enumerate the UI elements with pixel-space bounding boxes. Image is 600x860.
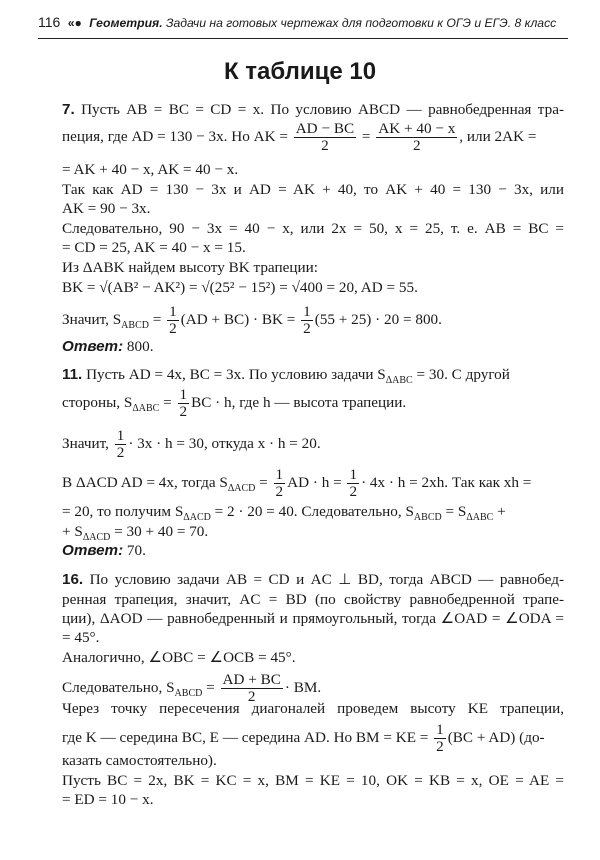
p16-line-8: где K — середина BC, E — середина AD. Но BM = KE = $\frac{1}{2}$ (BC + AD) (до- <box>62 721 545 755</box>
book-title: Задачи на готовых чертежах для подготовки к ОГЭ и ЕГЭ. 8 класс <box>165 16 557 30</box>
fraction: $\frac{AD - BC}{2}$ <box>295 120 355 154</box>
p16-line-9: казать самостоятельно). <box>62 752 217 769</box>
p7-line-2: пеция, где AD = 130 − 3x. Но AK = $\frac{AD - BC}{2}$ = $\frac{AK + 40 - x}{2}$ , или 2AK = <box>62 120 537 154</box>
fraction: $\frac{1}{2}$ <box>179 386 188 420</box>
p16-line-1: 16. По условию задачи AB = CD и AC ⊥ BD, тогда ABCD — равнобед- <box>62 571 565 588</box>
p7-line-9: BK = √(AB² − AK²) = √(25² − 15²) = √400 = 20, AD = 55. <box>62 279 418 296</box>
fraction: $\frac{1}{2}$ <box>116 427 125 461</box>
p11-line-3: Значит, $\frac{1}{2}$ · 3x · h = 30, откуда x · h = 20. <box>62 427 321 461</box>
problem-number: 16. <box>62 571 84 588</box>
section-marker-icon: «● <box>67 16 82 30</box>
fraction: $\frac{AK + 40 - x}{2}$ <box>378 120 456 154</box>
p16-line-3: ции), ΔAOD — равнобедренный и прямоугольный, тогда ∠OAD = ∠ODA = <box>62 610 564 627</box>
p11-line-4: В ΔACD AD = 4x, тогда $S_{\Delta ACD}$ = $\frac{1}{2}$ AD · h = $\frac{1}{2}$ · 4x · h = 2xh. Так как xh = <box>62 466 532 500</box>
problem-number: 11. <box>62 366 83 383</box>
p11-answer: Ответ: 70. <box>62 542 146 559</box>
p16-line-4: = 45°. <box>62 629 100 646</box>
p7-line-3: = AK + 40 − x, AK = 40 − x. <box>62 161 239 178</box>
p11-line-5: = 20, то получим $S_{\Delta ACD} = 2 \cdot 20 = 40$. Следовательно, $S_{ABCD} = S_{\Delta ABC}$ + <box>62 503 506 524</box>
p16-line-5: Аналогично, ∠OBC = ∠OCB = 45°. <box>62 649 296 666</box>
p16-line-10: Пусть BC = 2x, BK = KC = x, BM = KE = 10, OK = KB = x, OE = AE = <box>62 772 564 789</box>
p11-line-2: стороны, $S_{\Delta ABC}$ = $\frac{1}{2}$ BC · h, где h — высота трапеции. <box>62 386 407 420</box>
p16-line-11: = ED = 10 − x. <box>62 791 154 808</box>
p7-line-4: Так как AD = 130 − 3x и AD = AK + 40, то AK + 40 = 130 − 3x, или <box>62 181 564 198</box>
p7-line-8: Из ΔABK найдем высоту BK трапеции: <box>62 259 318 276</box>
running-header <box>38 14 568 40</box>
p7-line-7: = CD = 25, AK = 40 − x = 15. <box>62 239 246 256</box>
fraction: $\frac{1}{2}$ <box>275 466 284 500</box>
fraction: $\frac{1}{2}$ <box>436 721 444 755</box>
page-title: К таблице 10 <box>223 58 377 85</box>
page-number: 116 <box>38 14 61 30</box>
p7-line-6: Следовательно, 90 − 3x = 40 − x, или 2x = 50, x = 25, т. е. AB = BC = <box>62 220 564 237</box>
p11-line-6: + $S_{\Delta ACD} = 30 + 40 = 70$. <box>62 523 209 544</box>
p16-line-7: Через точку пересечения диагоналей проведем высоту KE трапеции, <box>62 700 564 717</box>
p7-line-5: AK = 90 − 3x. <box>62 200 151 217</box>
header-rule <box>38 38 568 39</box>
p11-line-1: 11. Пусть AD = 4x, BC = 3x. По условию задачи $S_{\Delta ABC} = 30$. С другой <box>62 366 510 387</box>
p7-answer: Ответ: 800. <box>62 338 154 355</box>
fraction: $\frac{1}{2}$ <box>303 303 311 337</box>
p16-line-6: Следовательно, $S_{ABCD}$ = $\frac{AD + BC}{2}$ · BM. <box>62 671 322 705</box>
p16-line-2: ренная трапеция, значит, AC = BD (по свойству равнобедренной трапе- <box>62 591 564 608</box>
problem-number: 7. <box>62 101 75 118</box>
fraction: $\frac{AD + BC}{2}$ <box>222 671 281 705</box>
p7-line-10: Значит, $S_{ABCD}$ = $\frac{1}{2}$ (AD + BC) · BK = $\frac{1}{2}$ (55 + 25) · 20 = 800. <box>62 303 442 337</box>
fraction: $\frac{1}{2}$ <box>349 466 358 500</box>
p7-line-1: 7. Пусть AB = BC = CD = x. По условию ABCD — равнобедренная тра- <box>62 101 565 118</box>
book-subject: Геометрия. <box>89 16 163 30</box>
fraction: $\frac{1}{2}$ <box>169 303 177 337</box>
